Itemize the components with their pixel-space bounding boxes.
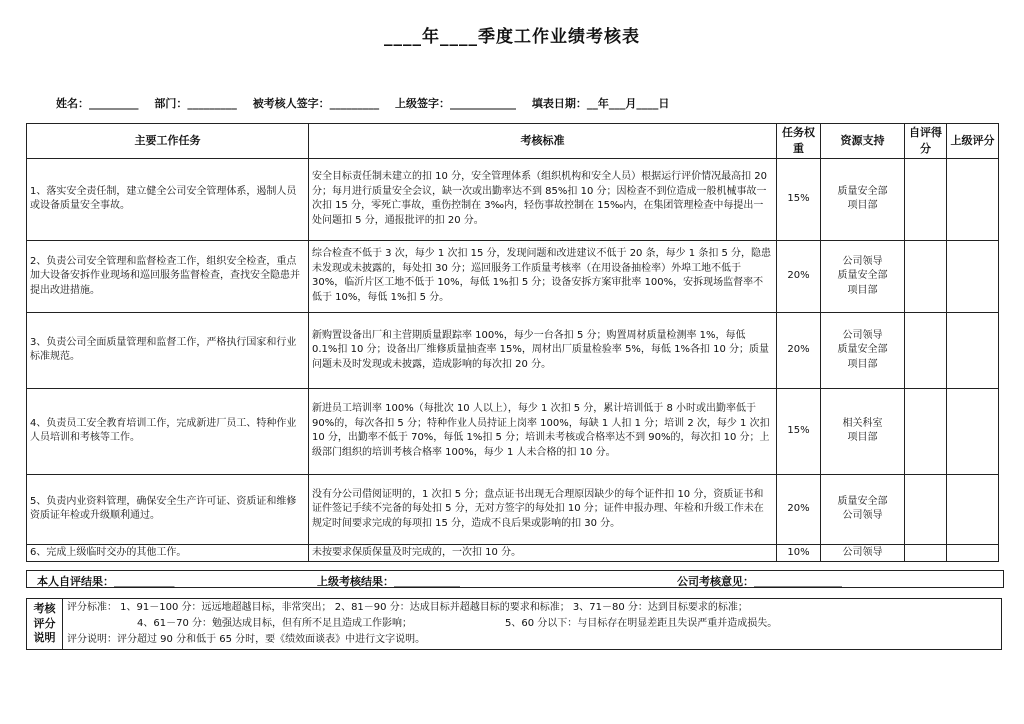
scoring-notes: [26, 598, 1002, 650]
header-standard: 考核标准: [309, 124, 777, 159]
superior-score-cell[interactable]: [947, 544, 999, 562]
weight-cell: 20%: [777, 312, 821, 388]
header-info: [56, 95, 681, 111]
weight-cell: 15%: [777, 388, 821, 474]
self-score-cell[interactable]: [905, 388, 947, 474]
superior-score-cell[interactable]: [947, 474, 999, 544]
weight-cell: 20%: [777, 474, 821, 544]
assessment-table: [26, 123, 999, 562]
header-weight: 任务权重: [777, 124, 821, 159]
support-cell: 公司领导 质量安全部 项目部: [821, 312, 905, 388]
support-cell: 公司领导: [821, 544, 905, 562]
task-cell: 2、负责公司安全管理和监督检查工作，组织安全检查，重点加大设备安拆作业现场和巡回服务监督检查，查找安全隐患并提出改进措施。: [27, 240, 309, 312]
header-support: 资源支持: [821, 124, 905, 159]
self-score-cell[interactable]: [905, 158, 947, 240]
scoring-explanation: 评分说明：评分超过 90 分和低于 65 分时，要《绩效面谈表》中进行文字说明。: [67, 634, 426, 645]
standard-cell: 新购置设备出厂和主营期质量跟踪率 100%，每少一台各扣 5 分；购置周材质量检测率 1%，每低 0.1%扣 10 分；设备出厂维修质量抽查率 15%，周材出厂质量检验率 5%，每低 1%各扣 10 分；质量问题未及时发现或未披露，造成影响的每次扣 20 分。: [309, 312, 777, 388]
weight-cell: 20%: [777, 240, 821, 312]
scoring-standard-line1: 评分标准： 1、91－100 分：远远地超越目标，非常突出； 2、81－90 分：达成目标并超越目标的要求和标准； 3、71－80 分：达到目标要求的标准；: [67, 602, 748, 613]
name-field[interactable]: 姓名：_________: [56, 97, 139, 110]
notes-content: [63, 599, 1002, 650]
examinee-sign-field[interactable]: 被考核人签字：_________: [252, 97, 380, 110]
standard-cell: 新进员工培训率 100%（每批次 10 人以上），每少 1 次扣 5 分，累计培训低于 8 小时或出勤率低于 90%的，每次各扣 5 分；特种作业人员持证上岗率 100%，每缺 1 人扣 1 分；培训 2 次，每少 1 次扣 10 分，出勤率不低于 70%，每低 1%扣 5 分；培训未考核或合格率达不到 90%的，每次扣 10 分；上级部门组织的培训考核合格率 100%，每少 1 人未合格的扣 10 分。: [309, 388, 777, 474]
table-row: [27, 544, 999, 562]
dept-field[interactable]: 部门：_________: [154, 97, 237, 110]
superior-evaluation-field[interactable]: 上级考核结果：____________: [317, 575, 460, 588]
header-task: 主要工作任务: [27, 124, 309, 159]
scoring-standard-line2: [67, 616, 997, 632]
self-score-cell[interactable]: [905, 474, 947, 544]
table-row: [27, 312, 999, 388]
superior-score-cell[interactable]: [947, 158, 999, 240]
table-row: [27, 388, 999, 474]
standard-cell: 安全目标责任制未建立的扣 10 分，安全管理体系（组织机构和安全人员）根据运行评价情况最高扣 20 分；每月进行质量安全会议，缺一次或出勤率达不到 85%扣 10 分；因检查不到位造成一般机械事故一次扣 15 分，零死亡事故，重伤控制在 3‰内，轻伤事故控制在 15‰内，在集团管理检查中每提出一处问题扣 5 分，通报批评的扣 20 分。: [309, 158, 777, 240]
task-cell: 4、负责员工安全教育培训工作，完成新进厂员工、特种作业人员培训和考核等工作。: [27, 388, 309, 474]
support-cell: 相关科室 项目部: [821, 388, 905, 474]
superior-score-cell[interactable]: [947, 388, 999, 474]
header-superior-score: 上级评分: [947, 124, 999, 159]
task-cell: 3、负责公司全面质量管理和监督工作，严格执行国家和行业标准规范。: [27, 312, 309, 388]
support-cell: 质量安全部 项目部: [821, 158, 905, 240]
self-score-cell[interactable]: [905, 544, 947, 562]
standard-cell: 没有分公司借阅证明的，1 次扣 5 分；盘点证书出现无合理原因缺少的每个证件扣 10 分，资质证书和证件签记手续不完备的每处扣 5 分，无对方签字的每处扣 10 分；证件申报办理、年检和升级工作未在规定时间要求完成的每项扣 15 分，造成不良后果或影响的扣 30 分。: [309, 474, 777, 544]
page-title: ____年____季度工作业绩考核表: [384, 27, 640, 47]
self-score-cell[interactable]: [905, 240, 947, 312]
standard-cell: 综合检查不低于 3 次，每少 1 次扣 15 分，发现问题和改进建议不低于 20 条，每少 1 条扣 5 分，隐患未发现或未披露的，每处扣 30 分；巡回服务工作质量考核率（在用设备抽检率）外埠工地不低于 30%，临沂片区工地不低于 10%，每低 1%扣 5 分；设备安拆方案审批率 100%，安拆现场监督率不低于 10%，每低 1%扣 5 分。: [309, 240, 777, 312]
header-self-score: 自评得分: [905, 124, 947, 159]
task-cell: 6、完成上级临时交办的其他工作。: [27, 544, 309, 562]
support-cell: 质量安全部 公司领导: [821, 474, 905, 544]
table-row: [27, 158, 999, 240]
task-cell: 5、负责内业资料管理，确保安全生产许可证、资质证和维修资质证年检或升级顺利通过。: [27, 474, 309, 544]
standard-cell: 未按要求保质保量及时完成的，一次扣 10 分。: [309, 544, 777, 562]
table-row: [27, 240, 999, 312]
evaluation-bar: [26, 570, 1004, 588]
company-opinion-field[interactable]: 公司考核意见：________________: [677, 575, 842, 588]
weight-cell: 15%: [777, 158, 821, 240]
date-field[interactable]: 填表日期：__年___月____日: [531, 97, 670, 110]
self-evaluation-field[interactable]: 本人自评结果：___________: [37, 575, 175, 588]
superior-score-cell[interactable]: [947, 312, 999, 388]
scoring-level-5: 5、60 分以下：与目标存在明显差距且失误严重并造成损失。: [505, 618, 778, 629]
self-score-cell[interactable]: [905, 312, 947, 388]
scoring-level-4: 4、61－70 分：勉强达成目标，但有所不足且造成工作影响；: [137, 618, 412, 629]
support-cell: 公司领导 质量安全部 项目部: [821, 240, 905, 312]
table-row: [27, 474, 999, 544]
superior-sign-field[interactable]: 上级签字：____________: [395, 97, 517, 110]
superior-score-cell[interactable]: [947, 240, 999, 312]
weight-cell: 10%: [777, 544, 821, 562]
task-cell: 1、落实安全责任制，建立健全公司安全管理体系，遏制人员或设备质量安全事故。: [27, 158, 309, 240]
notes-label: 考核 评分 说明: [27, 599, 63, 650]
